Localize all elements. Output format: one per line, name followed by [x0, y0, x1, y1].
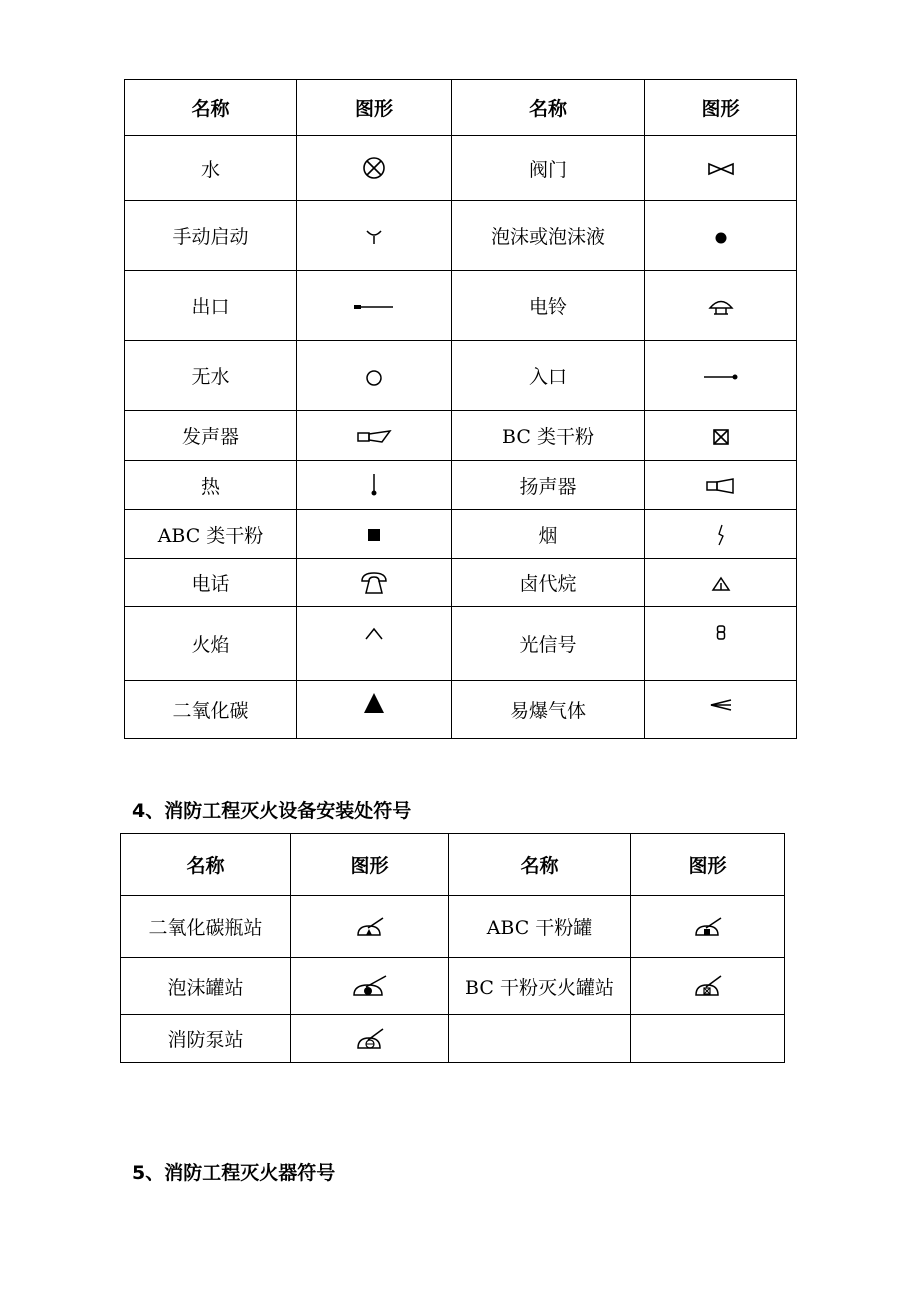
filled-square-icon [297, 510, 452, 559]
table-row [121, 896, 785, 958]
symbol-name: 手动启动 [125, 201, 297, 271]
filled-triangle-icon [297, 681, 452, 739]
heat-pin-icon [297, 461, 452, 510]
symbol-name: 易爆气体 [452, 681, 645, 739]
pump-station-icon [291, 1015, 449, 1063]
foam-station-icon [291, 958, 449, 1015]
boxed-x-icon [645, 411, 797, 461]
symbol-name: 扬声器 [452, 461, 645, 510]
symbol-name: 烟 [452, 510, 645, 559]
table-header-row [125, 80, 797, 136]
light-signal-icon [645, 607, 797, 681]
table-row [125, 681, 797, 739]
symbol-name: 电话 [125, 559, 297, 607]
circled-x-icon [297, 136, 452, 201]
co2-station-icon [291, 896, 449, 958]
table-row [125, 607, 797, 681]
symbol-name: 无水 [125, 341, 297, 411]
sounder-icon [297, 411, 452, 461]
y-fork-icon [297, 201, 452, 271]
symbol-name: 热 [125, 461, 297, 510]
symbol-name: ABC 干粉罐 [449, 896, 631, 958]
open-circle-icon [297, 341, 452, 411]
table-row [125, 510, 797, 559]
symbol-name: ABC 类干粉 [125, 510, 297, 559]
symbol-name: 水 [125, 136, 297, 201]
inlet-line-icon [645, 341, 797, 411]
symbol-name: 光信号 [452, 607, 645, 681]
symbol-name: 泡沫罐站 [121, 958, 291, 1015]
section-heading-4: 4、消防工程灭火设备安装处符号 [132, 800, 412, 822]
bell-icon [645, 271, 797, 341]
header-symbol: 图形 [631, 834, 785, 896]
table-row [125, 411, 797, 461]
header-name: 名称 [452, 80, 645, 136]
symbol-name: 电铃 [452, 271, 645, 341]
symbol-name: BC 类干粉 [452, 411, 645, 461]
symbol-name: 卤代烷 [452, 559, 645, 607]
symbol-name: 阀门 [452, 136, 645, 201]
symbol-name [449, 1015, 631, 1063]
symbol-name: 泡沫或泡沫液 [452, 201, 645, 271]
header-name: 名称 [449, 834, 631, 896]
header-symbol: 图形 [297, 80, 452, 136]
table-row [125, 341, 797, 411]
installation-symbols-table [120, 833, 785, 1063]
empty-cell [631, 1015, 785, 1063]
section-heading-5: 5、消防工程灭火器符号 [132, 1162, 336, 1184]
table-header-row [121, 834, 785, 896]
symbol-name: 二氧化碳 [125, 681, 297, 739]
outlet-line-icon [297, 271, 452, 341]
table-row [125, 271, 797, 341]
symbol-name: 出口 [125, 271, 297, 341]
header-symbol: 图形 [645, 80, 797, 136]
symbol-name: 发声器 [125, 411, 297, 461]
smoke-squiggle-icon [645, 510, 797, 559]
symbol-name: BC 干粉灭火罐站 [449, 958, 631, 1015]
symbol-name: 火焰 [125, 607, 297, 681]
table-row [125, 461, 797, 510]
valve-bowtie-icon [645, 136, 797, 201]
bc-tank-station-icon [631, 958, 785, 1015]
symbol-name: 消防泵站 [121, 1015, 291, 1063]
table-row [125, 201, 797, 271]
table-row [125, 559, 797, 607]
telephone-icon [297, 559, 452, 607]
table-row [121, 958, 785, 1015]
flame-caret-icon [297, 607, 452, 681]
signal-symbols-table [124, 79, 797, 739]
header-name: 名称 [125, 80, 297, 136]
explosive-gas-icon [645, 681, 797, 739]
table-row [121, 1015, 785, 1063]
header-symbol: 图形 [291, 834, 449, 896]
halon-triangle-icon [645, 559, 797, 607]
speaker-icon [645, 461, 797, 510]
table-row [125, 136, 797, 201]
abc-tank-icon [631, 896, 785, 958]
header-name: 名称 [121, 834, 291, 896]
filled-dot-icon [645, 201, 797, 271]
symbol-name: 入口 [452, 341, 645, 411]
symbol-name: 二氧化碳瓶站 [121, 896, 291, 958]
